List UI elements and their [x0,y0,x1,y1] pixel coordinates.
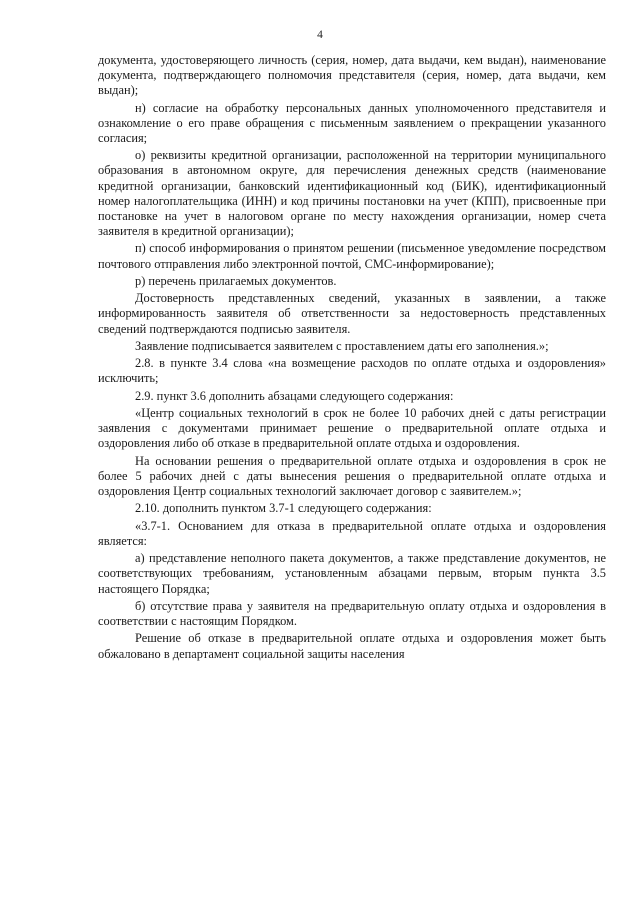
paragraph-appeal: Решение об отказе в предварительной оплате отдыха и оздоровления может быть обжаловано в департамент социальной защиты населения [98,631,606,661]
paragraph-2-9: 2.9. пункт 3.6 дополнить абзацами следующего содержания: [135,388,454,403]
paragraph-center-decision: «Центр социальных технологий в срок не более 10 рабочих дней с даты регистрации заявления с документами принимает решение о предварительной оплате отдыха и оздоровления либо об отказе в предварительной оплате отдыха и оздоровления. [98,406,606,451]
paragraph-3-7-1: «3.7-1. Основанием для отказа в предварительной оплате отдыха и оздоровления является: [98,518,606,548]
paragraph-item-r: р) перечень прилагаемых документов. [135,273,337,288]
paragraph-item-b: б) отсутствие права у заявителя на предварительную оплату отдыха и оздоровления в соответствии с настоящим Порядком. [98,598,606,629]
paragraph-continuation: документа, удостоверяющего личность (серия, номер, дата выдачи, кем выдан), наименование документа, подтверждающего полномочия представителя (серия, номер, дата выдачи, кем выдан); [98,53,606,98]
paragraph-reliability: Достоверность представленных сведений, указанных в заявлении, а также информированность заявителя об ответственности за недостоверность представленных сведений подтверждаются подписью заявителя. [98,291,606,336]
paragraph-2-8: 2.8. в пункте 3.4 слова «на возмещение расходов по оплате отдыха и оздоровления» исключить; [98,356,606,386]
page-number: 4 [317,29,323,41]
paragraph-item-p: п) способ информирования о принятом решении (письменное уведомление посредством почтового отправления либо электронной почтой, СМС-информирование); [98,241,606,271]
paragraph-signature: Заявление подписывается заявителем с проставлением даты его заполнения.»; [135,338,549,353]
document-body [98,53,606,664]
paragraph-contract: На основании решения о предварительной оплате отдыха и оздоровления в срок не более 5 рабочих дней с даты вынесения решения о предварительной оплате отдыха и оздоровления Центр социальных технологий заключает договор с заявителем.»; [98,453,606,499]
paragraph-item-o: о) реквизиты кредитной организации, расположенной на территории муниципального образования в автономном округе, для перечисления денежных средств (наименование кредитной организации, банковский идентификационный код (БИК), идентификационный номер налогоплательщика (ИНН) и код причины постановки на учет (КПП), присвоенные при постановке на учет в налоговом органе по месту нахождения организации, номер счета заявителя в кредитной организации); [98,148,606,239]
paragraph-item-n: н) согласие на обработку персональных данных уполномоченного представителя и ознакомление о его праве обращения с письменным заявлением о прекращении указанного согласия; [98,100,606,145]
paragraph-2-10: 2.10. дополнить пунктом 3.7-1 следующего содержания: [135,501,432,516]
paragraph-item-a: а) представление неполного пакета документов, а также представление документов, не соответствующих требованиям, установленным абзацами первым, вторым пункта 3.5 настоящего Порядка; [98,551,606,596]
